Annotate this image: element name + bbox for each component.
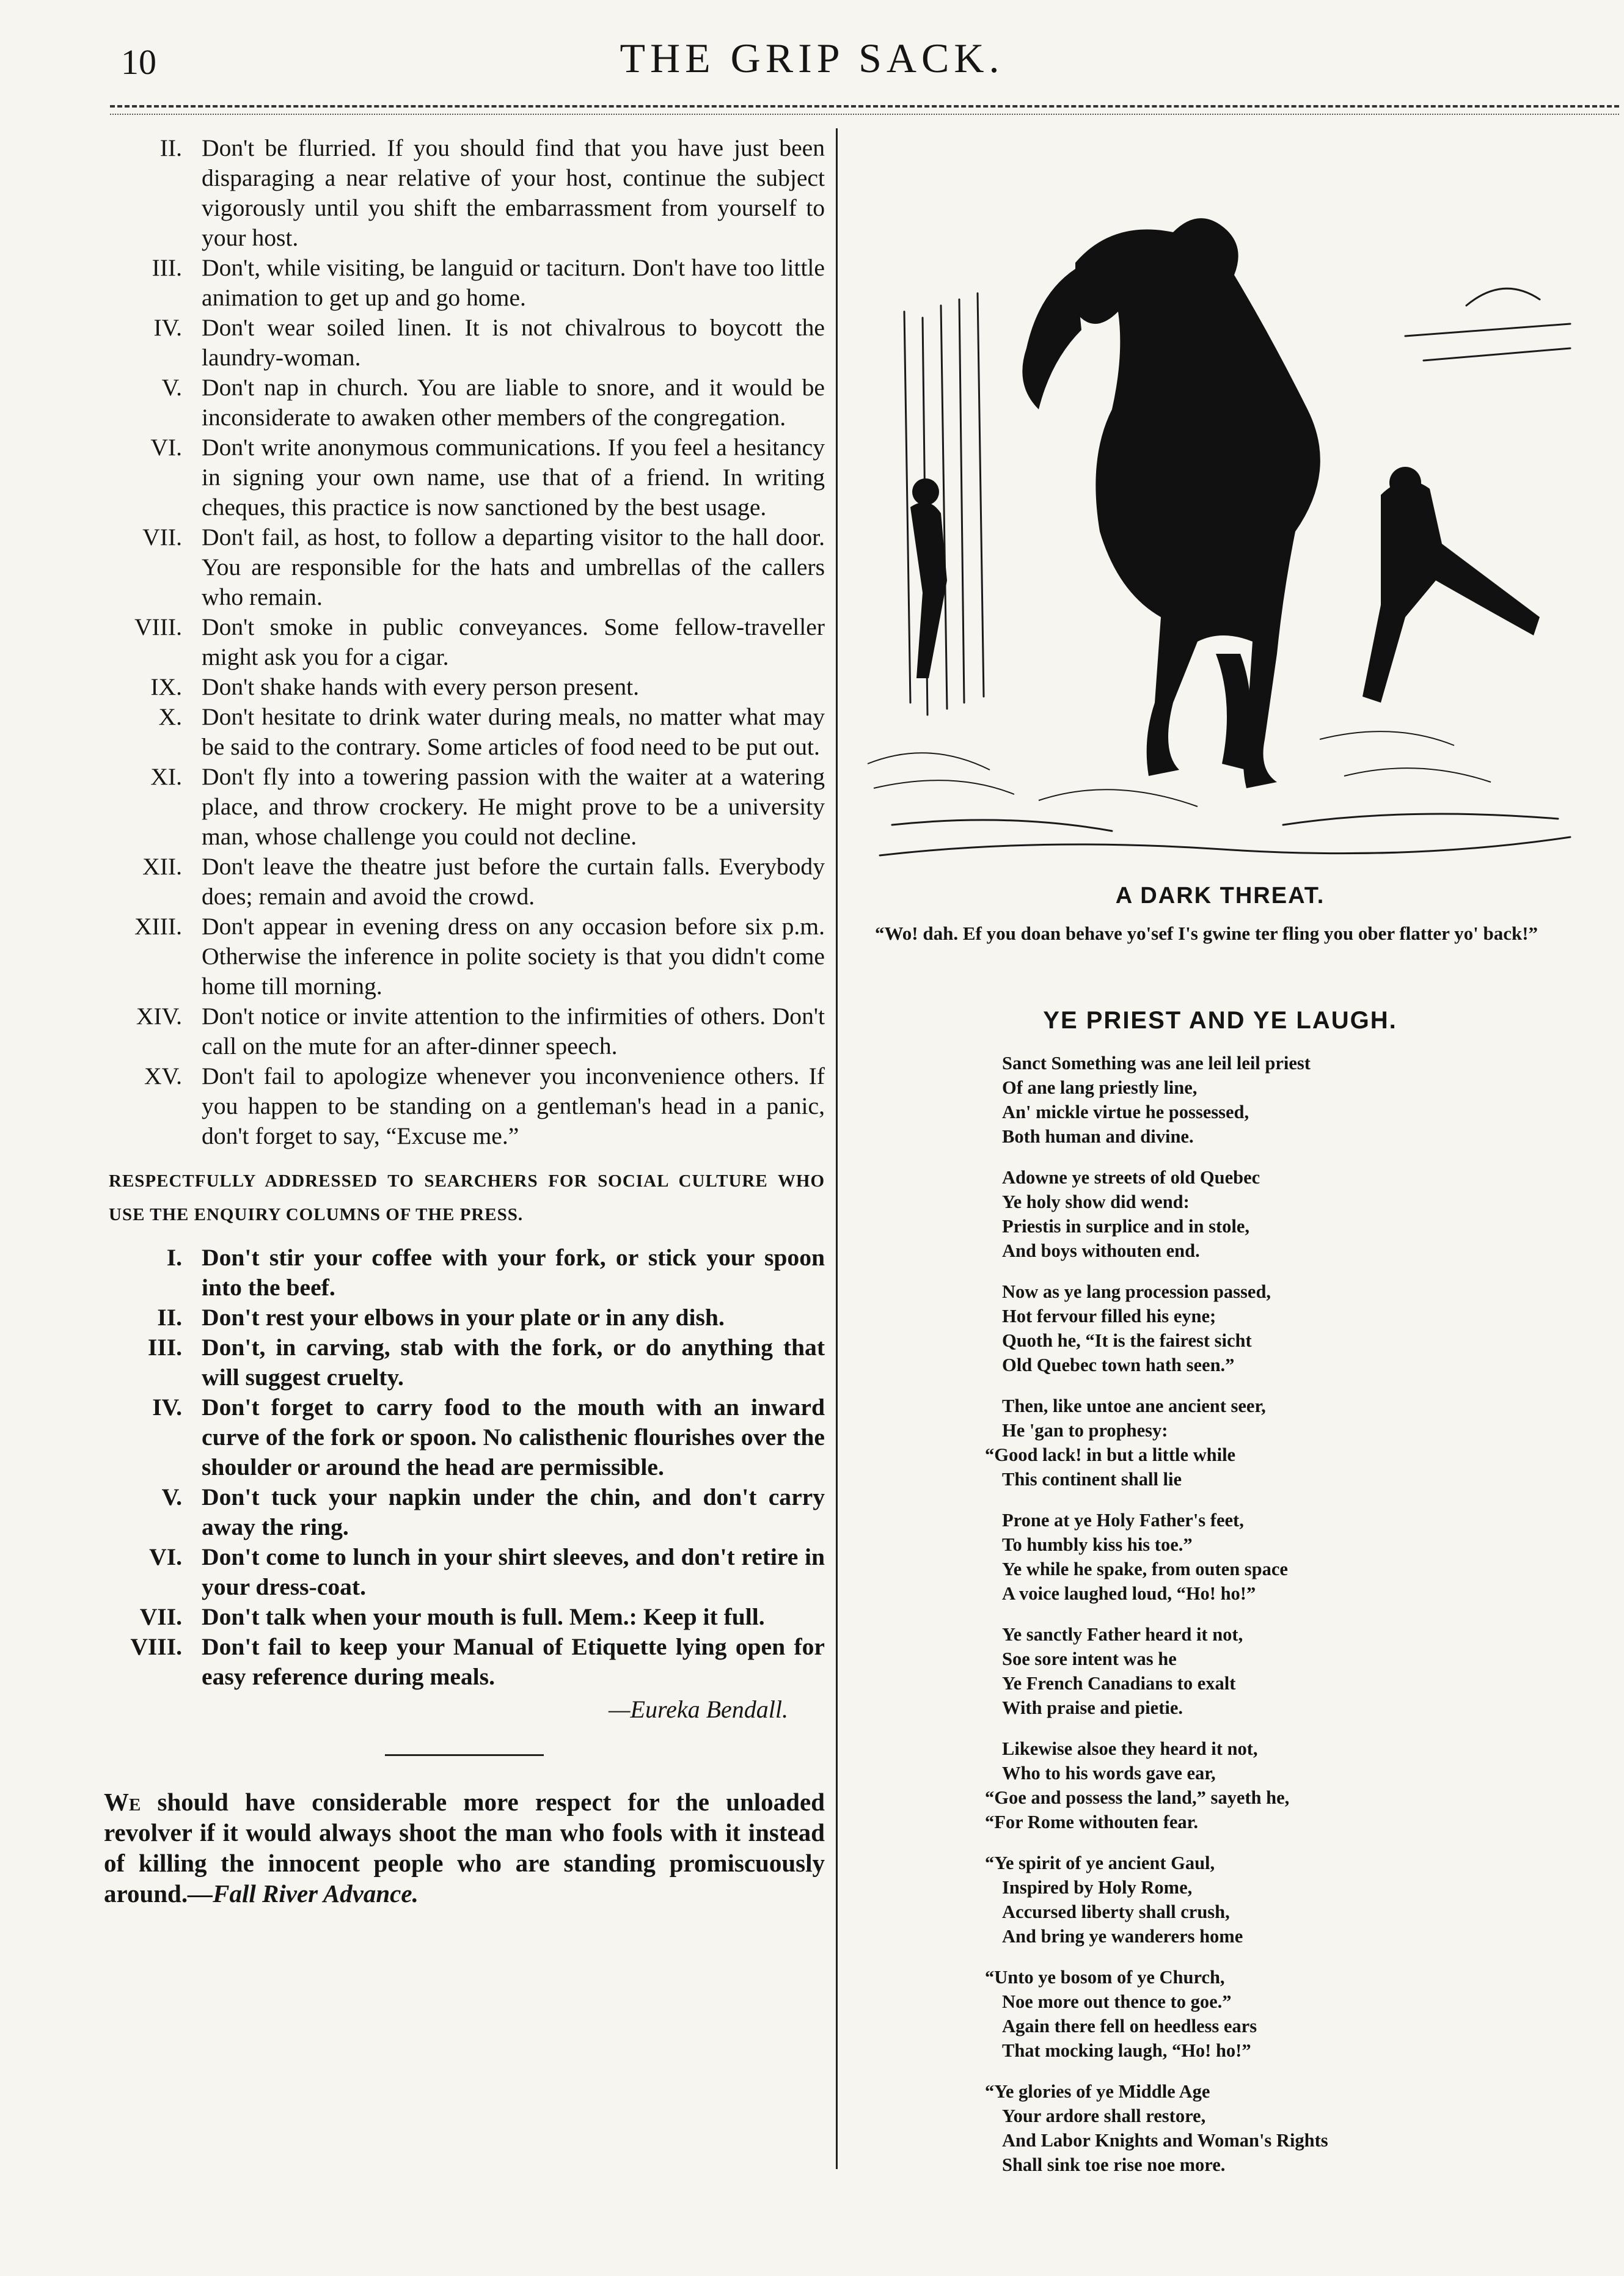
- item-text: Don't wear soiled linen. It is not chivalrous to boycott the laundry-woman.: [202, 314, 825, 371]
- item-number: IV.: [153, 314, 182, 341]
- poem-line: Likewise alsoe they heard it not,: [1002, 1738, 1258, 1759]
- item-text: Don't fail to apologize whenever you inconvenience others. If you happen to be standing on a gentleman's head in a panic, don't forget to say, “Excuse me.”: [202, 1063, 825, 1149]
- list-item: [104, 1482, 825, 1542]
- item-text: Don't fly into a towering passion with the waiter at a watering place, and throw crockery. He might prove to be a university man, whose challenge you could not decline.: [202, 763, 825, 850]
- poem-line: Priestis in surplice and in stole,: [1002, 1216, 1249, 1237]
- poem-line: With praise and pietie.: [1002, 1697, 1183, 1718]
- running-head: THE GRIP SACK.: [620, 35, 1004, 81]
- item-text: Don't hesitate to drink water during meals, no matter what may be said to the contrary. Some articles of food need to be put out.: [202, 703, 825, 760]
- list-item: [104, 373, 825, 433]
- poem-stanza: [1002, 1279, 1589, 1377]
- item-text: Don't stir your coffee with your fork, or stick your spoon into the beef.: [202, 1244, 825, 1301]
- item-number: VI.: [150, 434, 182, 461]
- etiquette-list-two: [104, 1243, 825, 1692]
- closing-paragraph: [104, 1787, 825, 1909]
- item-number: IV.: [152, 1394, 182, 1421]
- cartoon-illustration: [855, 153, 1582, 880]
- list-item: [104, 1243, 825, 1303]
- list-item: [104, 133, 825, 253]
- item-number: V.: [161, 1484, 182, 1510]
- item-number: VII.: [139, 1603, 182, 1630]
- poem-line: Then, like untoe ane ancient seer,: [1002, 1396, 1266, 1416]
- item-number: XI.: [150, 763, 182, 790]
- item-number: X.: [158, 703, 182, 730]
- poem-line: Both human and divine.: [1002, 1126, 1194, 1147]
- list-item: [104, 1001, 825, 1061]
- list-item: [104, 672, 825, 702]
- list-item: [104, 1632, 825, 1692]
- poem-line: “Goe and possess the land,” sayeth he,: [985, 1787, 1290, 1808]
- poem-body: [985, 1051, 1589, 2194]
- list-item: [104, 912, 825, 1001]
- poem-line: Now as ye lang procession passed,: [1002, 1281, 1271, 1302]
- item-text: Don't, while visiting, be languid or taciturn. Don't have too little animation to get up and go home.: [202, 254, 825, 311]
- poem-stanza: [1002, 1508, 1589, 1606]
- item-text: Don't rest your elbows in your plate or in any dish.: [202, 1304, 725, 1331]
- poem-line: He 'gan to prophesy:: [1002, 1420, 1168, 1441]
- poem-line: That mocking laugh, “Ho! ho!”: [1002, 2040, 1251, 2061]
- section-heading: RESPECTFULLY ADDRESSED TO SEARCHERS FOR SOCIAL CULTURE WHO USE THE ENQUIRY COLUMNS OF THE PRESS.: [109, 1171, 825, 1224]
- poem-line: A voice laughed loud, “Ho! ho!”: [1002, 1583, 1256, 1604]
- list-item: [104, 433, 825, 522]
- poem-line: Hot fervour filled his eyne;: [1002, 1306, 1216, 1326]
- item-text: Don't talk when your mouth is full. Mem.: Keep it full.: [202, 1603, 765, 1630]
- left-column: [104, 133, 825, 1909]
- item-number: XIV.: [136, 1003, 182, 1030]
- header-rule: [110, 105, 1619, 108]
- poem-line: Your ardore shall restore,: [1002, 2106, 1206, 2126]
- poem-line: Sanct Something was ane leil leil priest: [1002, 1053, 1311, 1074]
- poem-line: Ye while he spake, from outen space: [1002, 1559, 1288, 1579]
- poem-line: “Ye glories of ye Middle Age: [985, 2081, 1210, 2102]
- poem-stanza: [985, 1851, 1589, 1949]
- item-text: Don't come to lunch in your shirt sleeves, and don't retire in your dress-coat.: [202, 1543, 825, 1600]
- item-number: VII.: [142, 524, 182, 551]
- list-item: [104, 313, 825, 373]
- item-number: II.: [157, 1304, 182, 1331]
- list-item: [104, 1602, 825, 1632]
- poem-line: “For Rome withouten fear.: [985, 1812, 1199, 1832]
- list-item: [104, 702, 825, 762]
- item-number: IX.: [150, 673, 182, 700]
- poem-line: An' mickle virtue he possessed,: [1002, 1102, 1249, 1122]
- etiquette-list-one: [104, 133, 825, 1151]
- poem-line: “Ye spirit of ye ancient Gaul,: [985, 1853, 1215, 1873]
- item-text: Don't appear in evening dress on any occasion before six p.m. Otherwise the inference in polite society is that you didn't come home till morning.: [202, 913, 825, 1000]
- poem-line: This continent shall lie: [1002, 1469, 1182, 1490]
- poem-line: To humbly kiss his toe.”: [1002, 1534, 1193, 1555]
- poem-line: Again there fell on heedless ears: [1002, 2016, 1257, 2036]
- item-text: Don't write anonymous communications. If you feel a hesitancy in signing your own name, use that of a friend. In writing cheques, this practice is now sanctioned by the best usage.: [202, 434, 825, 521]
- list-item: [104, 522, 825, 612]
- poem-line: Accursed liberty shall crush,: [1002, 1901, 1230, 1922]
- poem-stanza: [1002, 1165, 1589, 1263]
- item-text: Don't fail, as host, to follow a departing visitor to the hall door. You are responsible for the hats and umbrellas of the callers who remain.: [202, 524, 825, 610]
- poem-line: Who to his words gave ear,: [1002, 1763, 1216, 1784]
- item-text: Don't smoke in public conveyances. Some fellow-traveller might ask you for a cigar.: [202, 613, 825, 670]
- item-text: Don't, in carving, stab with the fork, or do anything that will suggest cruelty.: [202, 1334, 825, 1391]
- list-item: [104, 1303, 825, 1333]
- list-item: [104, 852, 825, 912]
- poem-line: Shall sink toe rise noe more.: [1002, 2154, 1226, 2175]
- cartoon-caption: “Wo! dah. Ef you doan behave yo'sef I's gwine ter fling you ober flatter yo' back!”: [875, 923, 1538, 944]
- item-number: XV.: [144, 1063, 182, 1089]
- item-number: V.: [161, 374, 182, 401]
- poem-line: Quoth he, “It is the fairest sicht: [1002, 1330, 1252, 1351]
- poem-line: “Unto ye bosom of ye Church,: [985, 1967, 1225, 1988]
- closing-body: should have considerable more respect for the unloaded revolver if it would always shoot the man who fools with it instead of killing the innocent people who are standing promiscuously around.: [104, 1788, 825, 1908]
- cartoon-title: A DARK THREAT.: [1115, 883, 1325, 909]
- poem-line: Soe sore intent was he: [1002, 1648, 1177, 1669]
- item-number: XII.: [142, 853, 182, 880]
- poem-stanza: [985, 1394, 1589, 1491]
- poem-line: Ye French Canadians to exalt: [1002, 1673, 1236, 1694]
- item-number: II.: [159, 134, 182, 161]
- item-text: Don't nap in church. You are liable to snore, and it would be inconsiderate to awaken other members of the congregation.: [202, 374, 825, 431]
- poem-line: And Labor Knights and Woman's Rights: [1002, 2130, 1328, 2151]
- poem-line: “Good lack! in but a little while: [985, 1444, 1236, 1465]
- item-text: Don't be flurried. If you should find that you have just been disparaging a near relative of your host, continue the subject vigorously until you shift the embarrassment from yourself to your host.: [202, 134, 825, 251]
- list-item: [104, 762, 825, 852]
- item-text: Don't shake hands with every person present.: [202, 673, 640, 700]
- column-divider: [836, 128, 838, 2169]
- item-text: Don't tuck your napkin under the chin, and don't carry away the ring.: [202, 1484, 825, 1540]
- page-number: 10: [121, 42, 156, 82]
- item-number: VIII.: [130, 1633, 182, 1660]
- poem-line: And boys withouten end.: [1002, 1240, 1200, 1261]
- separator-rule: [385, 1754, 544, 1756]
- poem-line: Inspired by Holy Rome,: [1002, 1877, 1193, 1898]
- poem-line: Ye holy show did wend:: [1002, 1191, 1190, 1212]
- list-item: [104, 612, 825, 672]
- poem-line: Prone at ye Holy Father's feet,: [1002, 1510, 1244, 1531]
- item-text: Don't leave the theatre just before the curtain falls. Everybody does; remain and avoid the crowd.: [202, 853, 825, 910]
- poem-line: Adowne ye streets of old Quebec: [1002, 1167, 1260, 1188]
- poem-line: And bring ye wanderers home: [1002, 1926, 1243, 1947]
- list-item: [104, 1061, 825, 1151]
- item-number: VIII.: [134, 613, 182, 640]
- poem-title: YE PRIEST AND YE LAUGH.: [1043, 1007, 1397, 1034]
- poem-stanza: [1002, 1622, 1589, 1720]
- header-rule-dotted: [110, 114, 1619, 115]
- list-item: [104, 1542, 825, 1602]
- item-text: Don't fail to keep your Manual of Etiquette lying open for easy reference during meals.: [202, 1633, 825, 1690]
- poem-stanza: [985, 1736, 1589, 1834]
- list-item: [104, 1392, 825, 1482]
- item-number: XIII.: [134, 913, 182, 940]
- list-item: [104, 253, 825, 313]
- item-number: I.: [166, 1244, 182, 1271]
- poem-line: Ye sanctly Father heard it not,: [1002, 1624, 1243, 1645]
- poem-line: Old Quebec town hath seen.”: [1002, 1355, 1235, 1375]
- item-number: III.: [152, 254, 182, 281]
- closing-source: —Fall River Advance.: [188, 1879, 419, 1908]
- poem-stanza: [1002, 1051, 1589, 1149]
- closing-lead: We: [104, 1788, 141, 1816]
- list-item: [104, 1333, 825, 1392]
- poem-stanza: [985, 1965, 1589, 2063]
- item-text: Don't forget to carry food to the mouth with an inward curve of the fork or spoon. No calisthenic flourishes over the shoulder or around the head are permissible.: [202, 1394, 825, 1480]
- item-text: Don't notice or invite attention to the infirmities of others. Don't call on the mute for an after-dinner speech.: [202, 1003, 825, 1059]
- poem-line: Noe more out thence to goe.”: [1002, 1991, 1232, 2012]
- poem-stanza: [985, 2079, 1589, 2177]
- item-number: VI.: [149, 1543, 182, 1570]
- poem-line: Of ane lang priestly line,: [1002, 1077, 1198, 1098]
- item-number: III.: [147, 1334, 182, 1361]
- signature: —Eureka Bendall.: [608, 1696, 788, 1723]
